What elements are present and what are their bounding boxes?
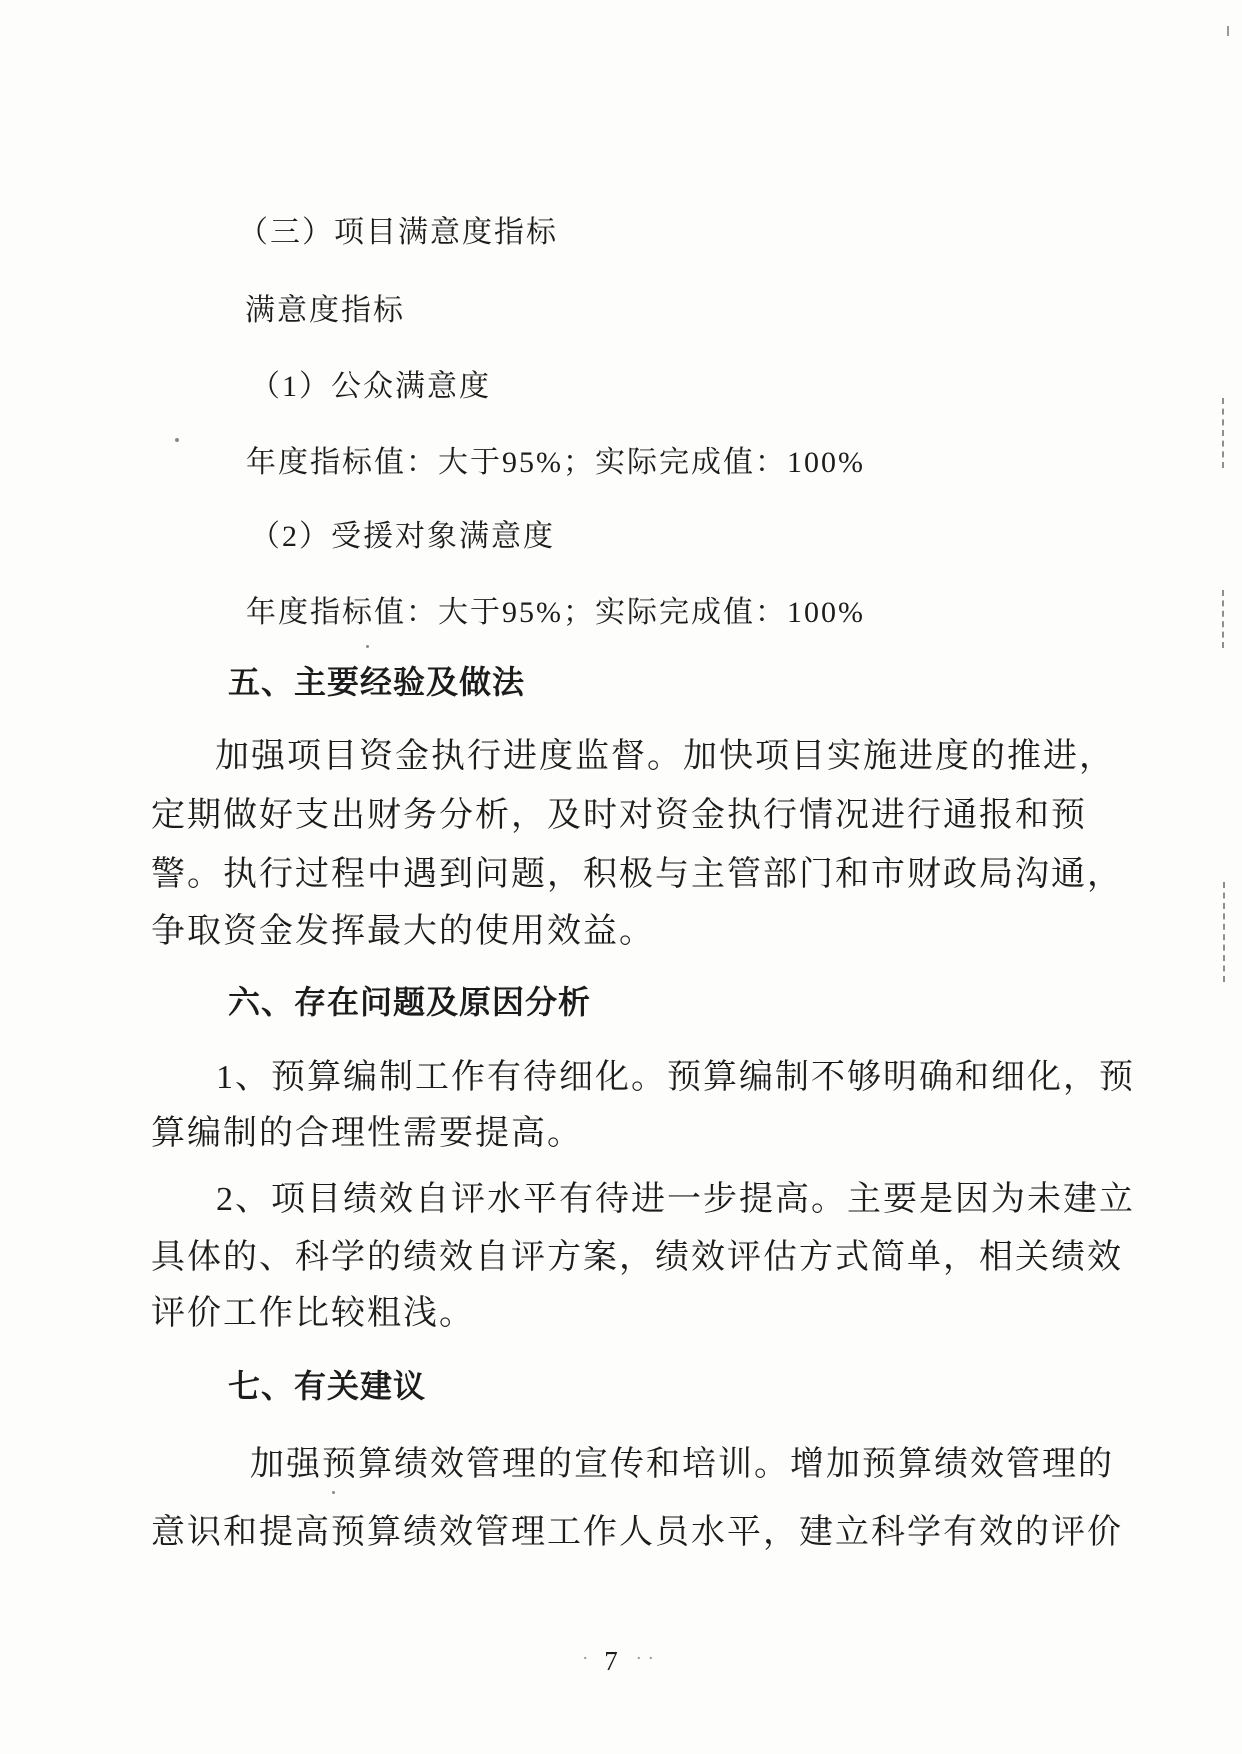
footer-right-mark: ·· (635, 1648, 660, 1668)
para-problem-2-line-2: 具体的、科学的绩效自评方案，绩效评估方式简单，相关绩效 (151, 1239, 1123, 1276)
heading-section-6-problems: 六、存在问题及原因分析 (228, 984, 592, 1020)
para-problem-2-line-1: 2、项目绩效自评水平有待进一步提高。主要是因为未建立 (216, 1181, 1135, 1218)
subsection-title-project-satisfaction-indicator: （三）项目满意度指标 (238, 216, 558, 249)
scan-artifact-dot-3 (332, 1491, 335, 1494)
scan-artifact-dot-2 (366, 645, 369, 648)
scan-artifact-corner-tick (1227, 26, 1229, 36)
footer-left-mark: · (582, 1648, 589, 1668)
para-experience-line-3: 警。执行过程中遇到问题，积极与主管部门和市财政局沟通， (151, 856, 1123, 893)
item-1-public-satisfaction: （1）公众满意度 (250, 370, 491, 403)
heading-section-7-suggestions: 七、有关建议 (228, 1368, 427, 1404)
scan-artifact-edge-dash-2 (1222, 590, 1224, 648)
scan-artifact-edge-dash-3 (1223, 882, 1225, 982)
para-suggestion-line-1: 加强预算绩效管理的宣传和培训。增加预算绩效管理的 (250, 1446, 1114, 1483)
heading-section-5-experience: 五、主要经验及做法 (228, 664, 526, 700)
para-problem-2-line-3: 评价工作比较粗浅。 (151, 1295, 475, 1332)
para-suggestion-line-2: 意识和提高预算绩效管理工作人员水平，建立科学有效的评价 (151, 1514, 1123, 1551)
para-problem-1-line-2: 算编制的合理性需要提高。 (151, 1115, 583, 1152)
page-number: 7 (604, 1646, 618, 1676)
para-experience-line-1: 加强项目资金执行进度监督。加快项目实施进度的推进， (215, 738, 1115, 775)
page-footer (0, 1648, 1242, 1675)
para-experience-line-4: 争取资金发挥最大的使用效益。 (151, 913, 655, 950)
item-1-target-and-actual-values: 年度指标值：大于95%；实际完成值：100% (246, 446, 865, 479)
para-problem-1-line-1: 1、预算编制工作有待细化。预算编制不够明确和细化，预 (216, 1059, 1135, 1096)
item-2-target-and-actual-values: 年度指标值：大于95%；实际完成值：100% (246, 596, 865, 629)
line-satisfaction-indicator: 满意度指标 (245, 294, 405, 327)
item-2-recipient-satisfaction: （2）受援对象满意度 (250, 520, 555, 553)
scan-artifact-dot-1 (175, 438, 179, 442)
para-experience-line-2: 定期做好支出财务分析，及时对资金执行情况进行通报和预 (151, 797, 1087, 834)
scan-artifact-edge-dash-1 (1222, 398, 1224, 468)
